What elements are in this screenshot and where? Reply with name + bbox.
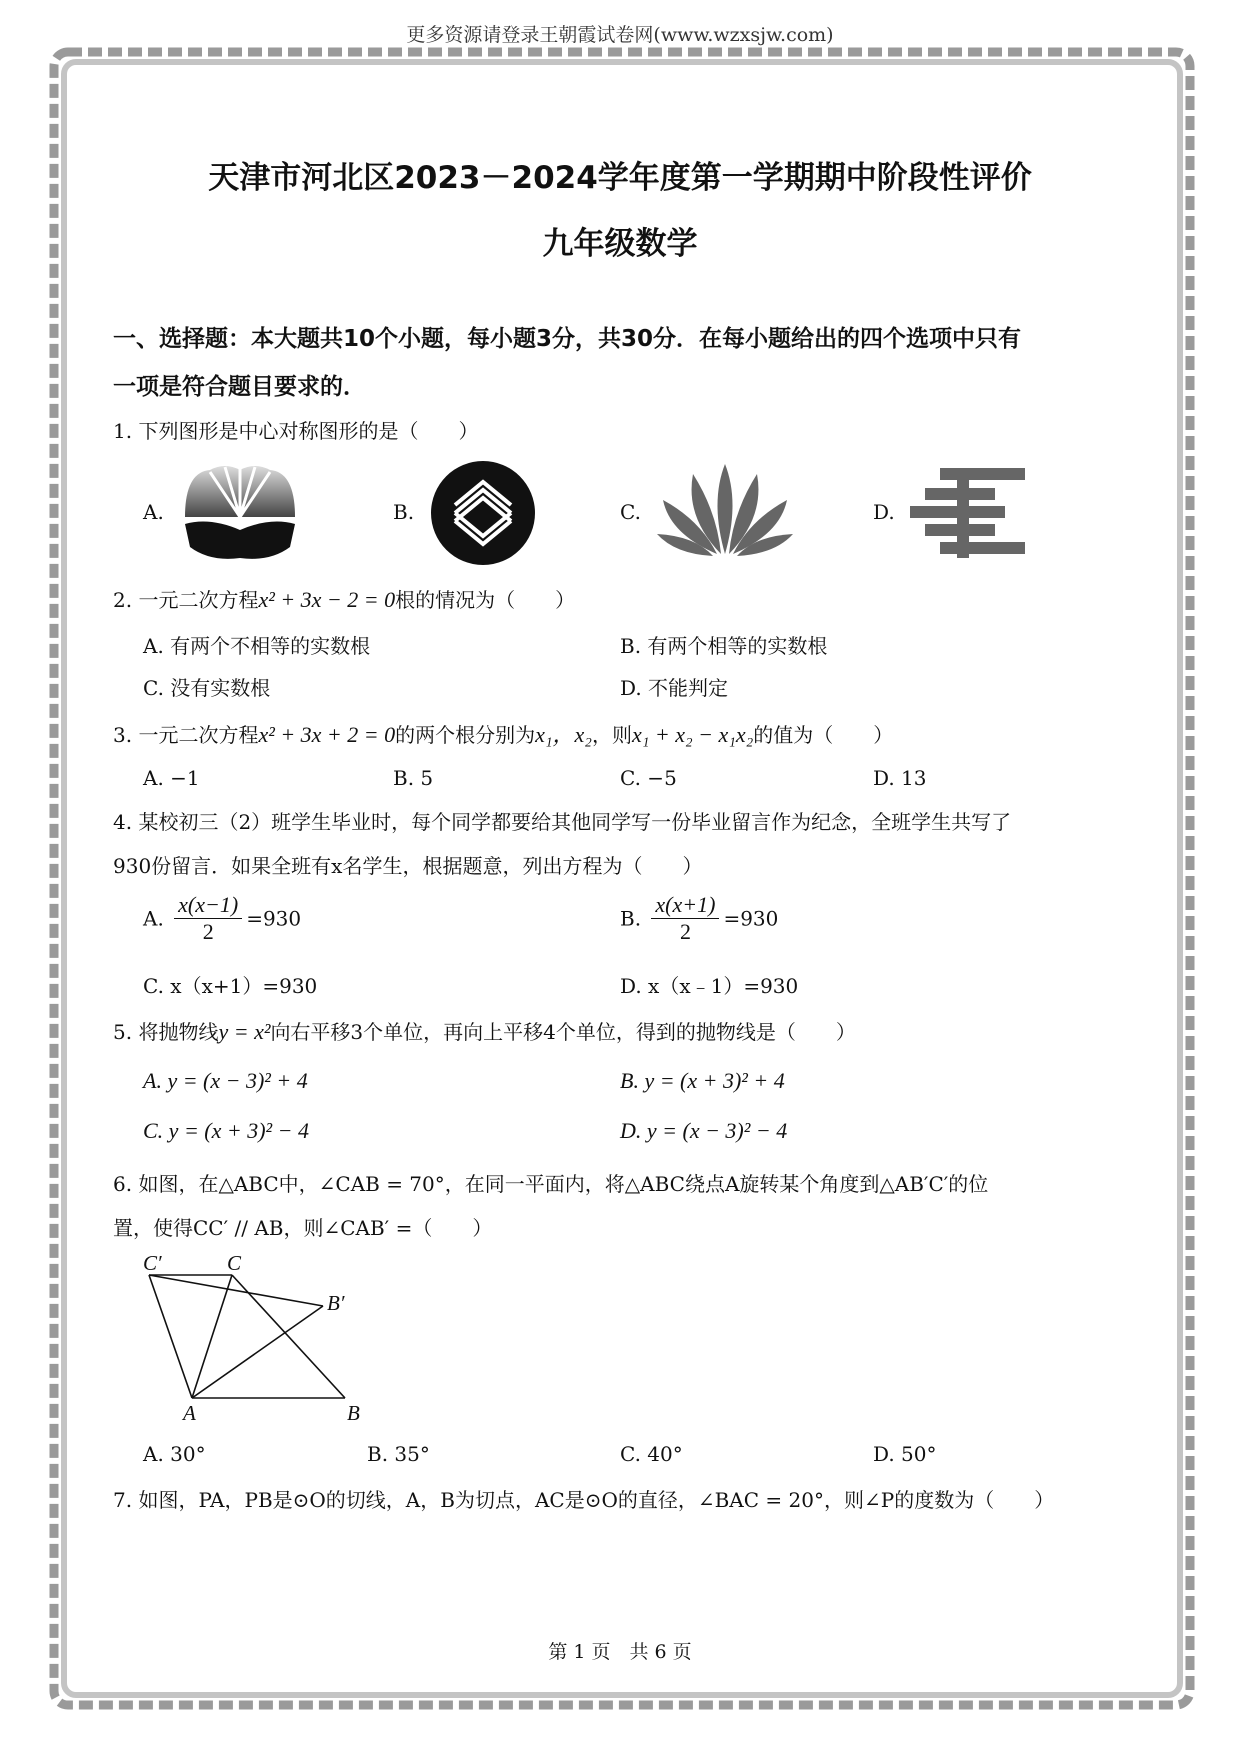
page-subtitle: 九年级数学	[542, 226, 698, 262]
q4-stem-line1: 4. 某校初三（2）班学生毕业时，每个同学都要给其他同学写一份毕业留言作为纪念，全班学生共写了	[113, 810, 1012, 834]
q4-option-d: D. x（x﹣1）=930	[620, 974, 799, 998]
q3-option-a: A. −1	[143, 766, 200, 790]
q5-option-c: C. y = (x + 3)² − 4	[143, 1118, 309, 1143]
q6-option-b: B. 35°	[367, 1442, 430, 1466]
label-c-prime: C′	[143, 1251, 162, 1275]
q2-stem: 2. 一元二次方程x² + 3x − 2 = 0根的情况为（ ）	[113, 587, 576, 612]
q5-option-d: D. y = (x − 3)² − 4	[620, 1118, 788, 1143]
section-heading: 一、选择题：本大题共10个小题，每小题3分，共30分．在每小题给出的四个选项中只有	[113, 326, 1022, 352]
q2-option-c: C. 没有实数根	[143, 676, 271, 700]
q4-option-b: B. $\frac{x(x+1)}{2}$ =930	[620, 892, 779, 944]
q1-figure-a-icon	[180, 462, 300, 562]
q1-label-b: B.	[393, 500, 415, 524]
q2-option-a: A. 有两个不相等的实数根	[143, 634, 371, 658]
q5-option-a: A. y = (x − 3)² + 4	[143, 1068, 308, 1093]
q4-option-c: C. x（x+1）=930	[143, 974, 318, 998]
page-title: 天津市河北区2023－2024学年度第一学期期中阶段性评价	[208, 160, 1032, 196]
q5-stem: 5. 将抛物线y = x²向右平移3个单位，再向上平移4个单位，得到的抛物线是（ ）	[113, 1019, 856, 1044]
q3-stem: 3. 一元二次方程x² + 3x + 2 = 0的两个根分别为x₁，x₂，则x₁ + x₂ − x₁x₂的值为（ ）	[113, 722, 894, 747]
header-note: 更多资源请登录王朝霞试卷网(www.wzxsjw.com)	[406, 24, 834, 46]
label-b: B	[347, 1401, 360, 1425]
q6-option-d: D. 50°	[873, 1442, 937, 1466]
q1-stem: 1. 下列图形是中心对称图形的是（ ）	[113, 419, 479, 443]
q2-option-b: B. 有两个相等的实数根	[620, 634, 828, 658]
q6-option-c: C. 40°	[620, 1442, 683, 1466]
q1-label-a: A.	[143, 500, 164, 524]
q4-option-a: A. $\frac{x(x-1)}{2}$ =930	[143, 892, 302, 944]
section-heading-cont: 一项是符合题目要求的．	[113, 374, 366, 400]
label-c: C	[227, 1251, 242, 1275]
q4-stem-line2: 930份留言．如果全班有x名学生，根据题意，列出方程为（ ）	[113, 854, 703, 878]
label-b-prime: B′	[327, 1291, 345, 1315]
q6-stem-line2: 置，使得CC′ // AB，则∠CAB′ =（ ）	[113, 1216, 493, 1240]
page-footer: 第 1 页 共 6 页	[548, 1641, 692, 1663]
q6-stem-line1: 6. 如图，在△ABC中，∠CAB = 70°，在同一平面内，将△ABC绕点A旋转某个角度到△AB′C′的位	[113, 1172, 989, 1196]
q1-label-d: D.	[873, 500, 895, 524]
q1-figure-d-icon	[905, 466, 1030, 558]
q3-option-b: B. 5	[393, 766, 434, 790]
q2-option-d: D. 不能判定	[620, 676, 729, 700]
q3-option-d: D. 13	[873, 766, 927, 790]
label-a: A	[183, 1401, 196, 1425]
q3-option-c: C. −5	[620, 766, 677, 790]
q5-option-b: B. y = (x + 3)² + 4	[620, 1068, 785, 1093]
q1-figure-b-icon	[430, 460, 536, 566]
q6-option-a: A. 30°	[143, 1442, 206, 1466]
q1-label-c: C.	[620, 500, 641, 524]
q7-stem: 7. 如图，PA，PB是⊙O的切线，A，B为切点，AC是⊙O的直径，∠BAC = 20°，则∠P的度数为（ ）	[113, 1488, 1055, 1512]
q1-figure-c-icon	[655, 462, 795, 558]
q6-diagram	[135, 1248, 375, 1426]
